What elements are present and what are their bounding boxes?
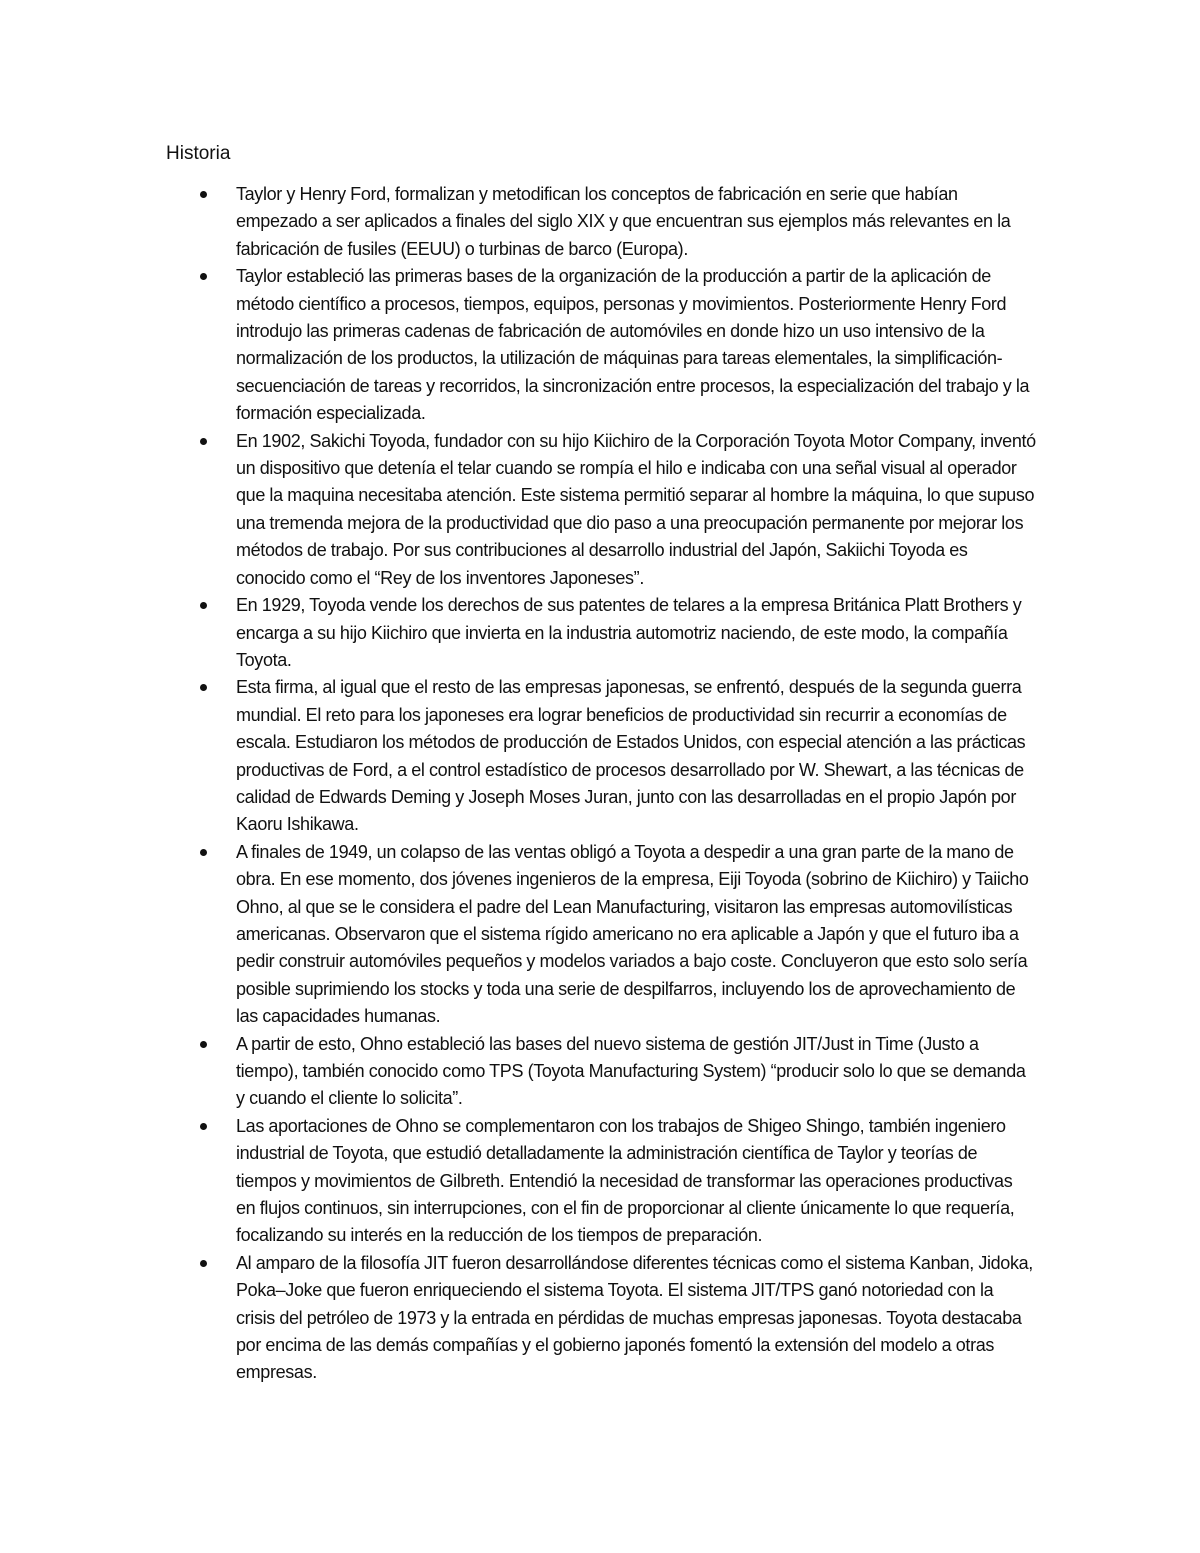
list-item <box>236 674 1036 838</box>
bullet-icon <box>200 1123 207 1130</box>
bullet-icon <box>200 438 207 445</box>
list-item-text: Al amparo de la filosofía JIT fueron desarrollándose diferentes técnicas como el sistema Kanban, Jidoka, Poka–Joke que fueron enriqueciendo el sistema Toyota. El sistema JIT/TPS ganó notoriedad con la crisis del petróleo de 1973 y la entrada en pérdidas de muchas empresas japonesas. Toyota destacaba por encima de las demás compañías y el gobierno japonés fomentó la extensión del modelo a otras empresas. <box>236 1252 1033 1383</box>
bullet-icon <box>200 684 207 691</box>
list-item <box>236 592 1036 674</box>
bullet-icon <box>200 1041 207 1048</box>
list-item <box>236 1113 1036 1250</box>
list-item-text: A partir de esto, Ohno estableció las bases del nuevo sistema de gestión JIT/Just in Time (Justo a tiempo), también conocido como TPS (Toyota Manufacturing System) “producir solo lo que se demanda y cuando el cliente lo solicita”. <box>236 1033 1026 1109</box>
bullet-icon <box>200 849 207 856</box>
bullet-icon <box>200 273 207 280</box>
list-item-text: A finales de 1949, un colapso de las ventas obligó a Toyota a despedir a una gran parte de la mano de obra. En ese momento, dos jóvenes ingenieros de la empresa, Eiji Toyoda (sobrino de Kiichiro) y Taiicho Ohno, al que se le considera el padre del Lean Manufacturing, visitaron las empresas automovilísticas americanas. Observaron que el sistema rígido americano no era aplicable a Japón y que el futuro iba a pedir construir automóviles pequeños y modelos variados a bajo coste. Concluyeron que esto solo sería posible suprimiendo los stocks y toda una serie de despilfarros, incluyendo los de aprovechamiento de las capacidades humanas. <box>236 841 1029 1027</box>
list-item-text: Las aportaciones de Ohno se complementaron con los trabajos de Shigeo Shingo, también ingeniero industrial de Toyota, que estudió detalladamente la administración científica de Taylor y teorías de tiempos y movimientos de Gilbreth. Entendió la necesidad de transformar las operaciones productivas en flujos continuos, sin interrupciones, con el fin de proporcionar al cliente únicamente lo que requería, focalizando su interés en la reducción de los tiempos de preparación. <box>236 1115 1015 1246</box>
history-bullet-list <box>236 181 1036 1387</box>
list-item <box>236 1250 1036 1387</box>
list-item <box>236 1031 1036 1113</box>
list-item-text: En 1929, Toyoda vende los derechos de sus patentes de telares a la empresa Británica Platt Brothers y encarga a su hijo Kiichiro que invierta en la industria automotriz naciendo, de este modo, la compañía Toyota. <box>236 595 1022 670</box>
bullet-icon <box>200 191 207 198</box>
list-item <box>236 181 1036 263</box>
bullet-icon <box>200 602 207 609</box>
list-item-text: Esta firma, al igual que el resto de las empresas japonesas, se enfrentó, después de la segunda guerra mundial. El reto para los japoneses era lograr beneficios de productividad sin recurrir a economías de escala. Estudiaron los métodos de producción de Estados Unidos, con especial atención a las prácticas productivas de Ford, a el control estadístico de procesos desarrollado por W. Shewart, a las técnicas de calidad de Edwards Deming y Joseph Moses Juran, junto con las desarrolladas en el propio Japón por Kaoru Ishikawa. <box>236 677 1026 835</box>
list-item-text: En 1902, Sakichi Toyoda, fundador con su hijo Kiichiro de la Corporación Toyota Motor Company, inventó un dispositivo que detenía el telar cuando se rompía el hilo e indicaba con una señal visual al operador que la maquina necesitaba atención. Este sistema permitió separar al hombre la máquina, lo que supuso una tremenda mejora de la productividad que dio paso a una preocupación permanente por mejorar los métodos de trabajo. Por sus contribuciones al desarrollo industrial del Japón, Sakiichi Toyoda es conocido como el “Rey de los inventores Japoneses”. <box>236 430 1036 588</box>
list-item-text: Taylor estableció las primeras bases de la organización de la producción a partir de la aplicación de método científico a procesos, tiempos, equipos, personas y movimientos. Posteriormente Henry Ford introdujo las primeras cadenas de fabricación de automóviles en donde hizo un uso intensivo de la normalización de los productos, la utilización de máquinas para tareas elementales, la simplificación-secuenciación de tareas y recorridos, la sincronización entre procesos, la especialización del trabajo y la formación especializada. <box>236 266 1030 424</box>
document-title: Historia <box>166 143 231 164</box>
list-item <box>236 428 1036 592</box>
bullet-icon <box>200 1260 207 1267</box>
list-item <box>236 839 1036 1031</box>
list-item <box>236 263 1036 427</box>
list-item-text: Taylor y Henry Ford, formalizan y metodifican los conceptos de fabricación en serie que habían empezado a ser aplicados a finales del siglo XIX y que encuentran sus ejemplos más relevantes en la fabricación de fusiles (EEUU) o turbinas de barco (Europa). <box>236 184 1011 259</box>
